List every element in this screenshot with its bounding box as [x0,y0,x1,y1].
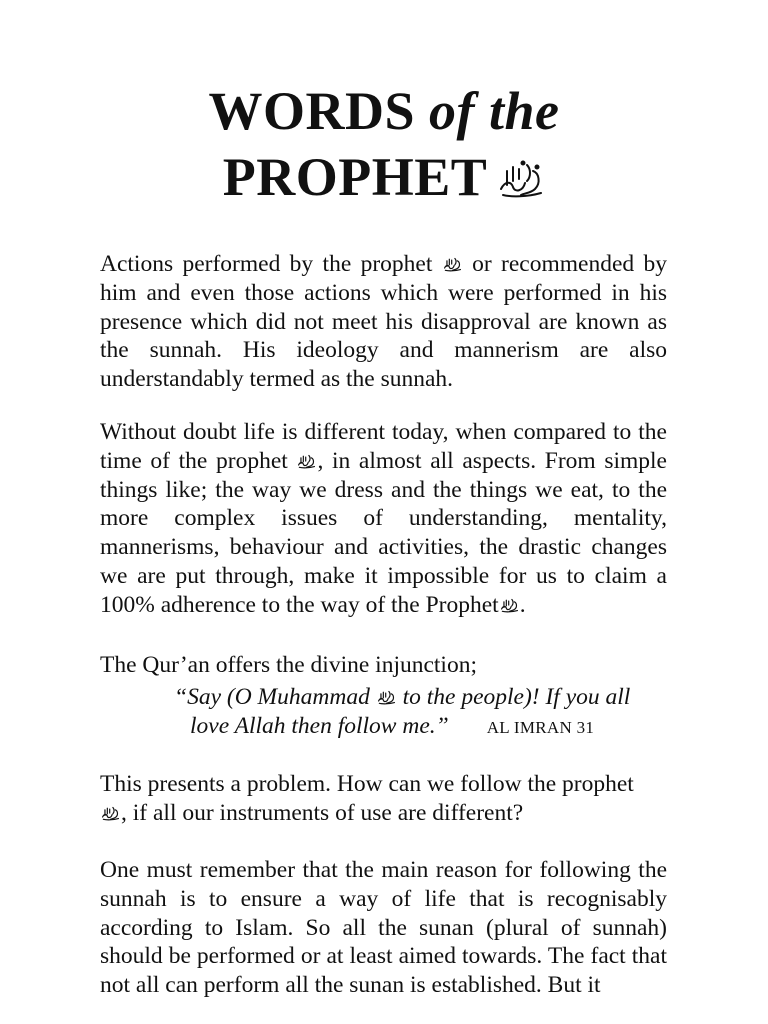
title-line-1 [0,78,768,144]
quote-line-2 [190,712,768,743]
paragraph-1-text-b: or recommended by him and even those actions which were performed in his presence which did not meet his disapproval are known as the sunnah. His ideology and mannerism are also understandably termed as the sunnah. [100,251,668,393]
quote-line-1-text-a: “Say (O Muhammad [174,684,370,710]
quote-line-2-text: love Allah then follow me.” [190,713,449,739]
title-word-of-the: of the [429,81,560,141]
paragraph-2-text-c: . [519,591,526,618]
quote-citation: AL IMRAN 31 [486,718,595,737]
salawat-calligraphy-icon [497,159,545,199]
salawat-calligraphy-icon [500,597,519,613]
paragraph-1-text-a: Actions performed by the prophet [100,251,433,277]
title-word-prophet: PROPHET [222,147,488,207]
salawat-calligraphy-icon [443,256,462,272]
quote-line-1-text-b: to the people)! If you all [402,684,631,710]
paragraph-2 [100,418,667,620]
salawat-calligraphy-icon [101,805,120,821]
paragraph-5: One must remember that the main reason for following the sunnah is to ensure a way of life that is recognisably according to Islam. So all the sunan (plural of sunnah) should be performed or at least aimed towards. The fact that not all can perform all the sunan is established. But it [100,857,667,999]
paragraph-2-text-a: Without doubt life is different today, when compared to the time of the prophet [100,419,667,474]
paragraph-4-text-b: , if all our instruments of use are different? [121,799,524,826]
salawat-calligraphy-icon [297,453,316,469]
salawat-calligraphy-icon [377,689,396,705]
title-line-2 [0,144,768,210]
quote-line-1 [174,683,768,712]
paragraph-3: The Qur’an offers the divine injunction; [100,652,477,678]
paragraph-4-text-a: This presents a problem. How can we follow the prophet [100,771,634,797]
page-title [0,78,768,210]
paragraph-1 [100,250,667,394]
paragraph-4 [100,770,667,828]
paragraph-2-text-b: , in almost all aspects. From simple things like; the way we dress and the things we eat, to the more complex issues of understanding, mentality, mannerisms, behaviour and activities, the drastic changes we are put through, make it impossible for us to claim a 100% adherence to the way of the Prophet [100,447,667,618]
title-word-words: WORDS [208,81,416,141]
